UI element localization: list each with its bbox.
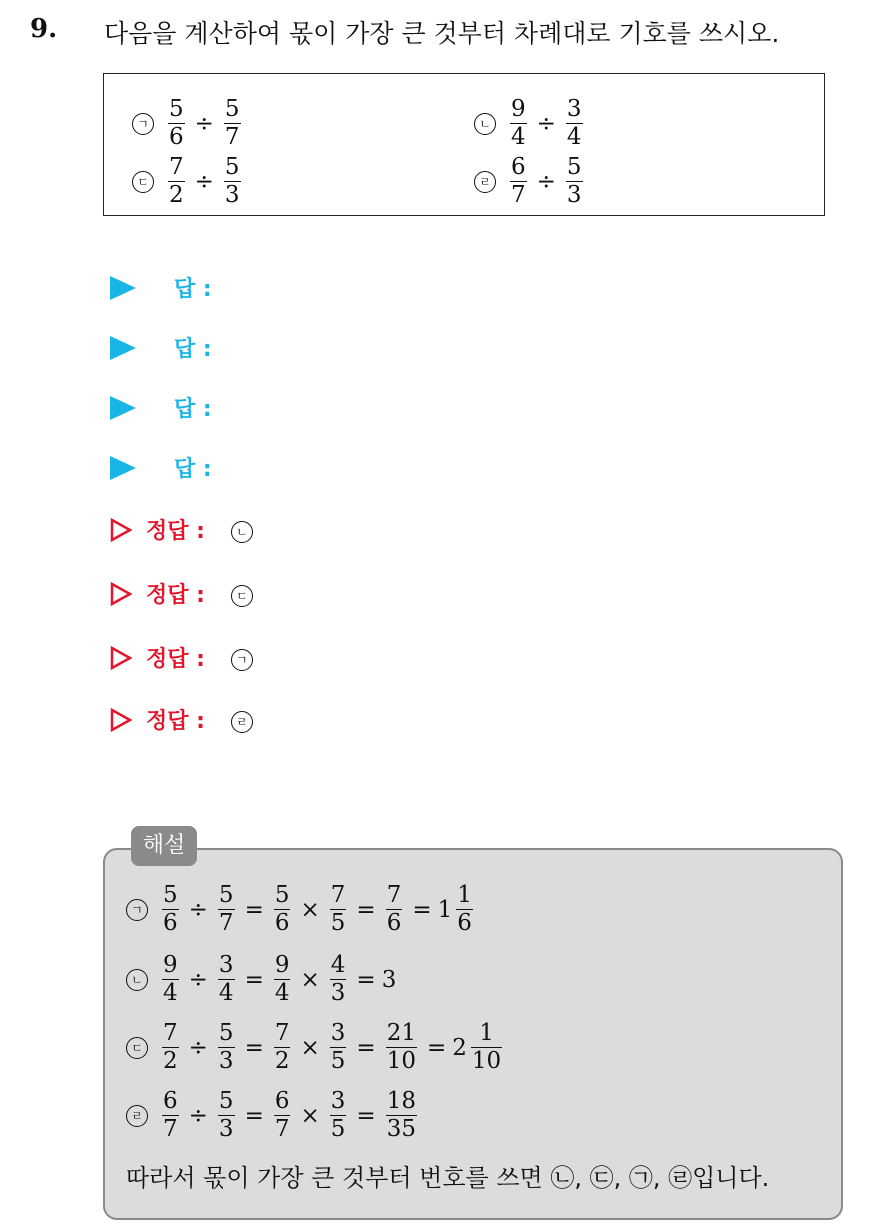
fraction: $\frac{7}{2}$ bbox=[169, 154, 184, 208]
question-text: 다음을 계산하여 몫이 가장 큰 것부터 차례대로 기호를 쓰시오. bbox=[104, 19, 780, 48]
fraction: $\frac{6}{7}$ bbox=[511, 154, 526, 208]
fraction: $\frac{5}{6}$ bbox=[169, 96, 184, 150]
divide-sign: ÷ bbox=[536, 110, 556, 137]
correct-symbol: ㄷ bbox=[231, 585, 253, 607]
explanation-line-b: ㄴ $\frac{9}{4}$ ÷ $\frac{3}{4}$ = $\frac{9}{4}$ × $\frac{4}{3}$ = 3 bbox=[126, 954, 396, 1005]
explanation-line-a: ㄱ $\frac{5}{6}$ ÷ $\frac{5}{7}$ = $\frac{5}{6}$ × $\frac{7}{5}$ = $\frac{7}{6}$ = 1 $\frac{1}{6}$ bbox=[126, 884, 477, 935]
play-icon bbox=[110, 456, 136, 480]
option-symbol: ㄹ bbox=[474, 171, 496, 193]
play-icon bbox=[110, 396, 136, 420]
answer-row[interactable] bbox=[110, 272, 212, 303]
correct-label: 정답 : bbox=[146, 709, 205, 734]
answer-label: 답 : bbox=[174, 457, 212, 482]
option-symbol: ㄱ bbox=[126, 899, 148, 921]
outline-triangle-icon bbox=[110, 646, 132, 670]
answer-label: 답 : bbox=[174, 277, 212, 302]
correct-label: 정답 : bbox=[146, 647, 205, 672]
correct-symbol: ㄴ bbox=[231, 521, 253, 543]
question-number: 9. bbox=[30, 14, 58, 44]
fraction: $\frac{3}{4}$ bbox=[566, 96, 582, 150]
fraction: $\frac{5}{3}$ bbox=[224, 154, 240, 208]
correct-label: 정답 : bbox=[146, 519, 205, 544]
option-symbol: ㄴ bbox=[474, 113, 496, 135]
explanation-line-d: ㄹ $\frac{6}{7}$ ÷ $\frac{5}{3}$ = $\frac{6}{7}$ × $\frac{3}{5}$ = $\frac{18}{35}$ bbox=[126, 1090, 421, 1141]
option-symbol: ㄱ bbox=[132, 113, 154, 135]
answer-row[interactable] bbox=[110, 392, 212, 423]
answer-label: 답 : bbox=[174, 337, 212, 362]
option-symbol: ㄷ bbox=[126, 1037, 148, 1059]
answer-row[interactable] bbox=[110, 332, 212, 363]
outline-triangle-icon bbox=[110, 582, 132, 606]
play-icon bbox=[110, 276, 136, 300]
option-d bbox=[474, 156, 587, 207]
fraction: $\frac{5}{3}$ bbox=[566, 154, 582, 208]
answer-row[interactable] bbox=[110, 452, 212, 483]
explanation-line-c: ㄷ $\frac{7}{2}$ ÷ $\frac{5}{3}$ = $\frac{7}{2}$ × $\frac{3}{5}$ = $\frac{21}{10}$ = 2 $\frac{1}{10}$ bbox=[126, 1022, 506, 1073]
option-symbol: ㄷ bbox=[132, 171, 154, 193]
explanation-conclusion: 따라서 몫이 가장 큰 것부터 번호를 쓰면 ㉡, ㉢, ㉠, ㉣입니다. bbox=[126, 1164, 770, 1192]
correct-answer-row bbox=[110, 578, 263, 609]
option-b bbox=[474, 98, 587, 149]
correct-answer-row bbox=[110, 514, 263, 545]
fraction: $\frac{9}{4}$ bbox=[511, 96, 526, 150]
correct-answer-row bbox=[110, 704, 263, 735]
fraction: $\frac{5}{7}$ bbox=[224, 96, 240, 150]
divide-sign: ÷ bbox=[194, 110, 214, 137]
option-a bbox=[132, 98, 245, 149]
divide-sign: ÷ bbox=[536, 168, 556, 195]
explanation-tag: 해설 bbox=[131, 826, 197, 866]
play-icon bbox=[110, 336, 136, 360]
options-box bbox=[103, 73, 825, 216]
divide-sign: ÷ bbox=[194, 168, 214, 195]
correct-symbol: ㄹ bbox=[231, 711, 253, 733]
outline-triangle-icon bbox=[110, 518, 132, 542]
answer-label: 답 : bbox=[174, 397, 212, 422]
correct-answer-row bbox=[110, 642, 263, 673]
correct-label: 정답 : bbox=[146, 583, 205, 608]
option-c bbox=[132, 156, 245, 207]
option-symbol: ㄹ bbox=[126, 1105, 148, 1127]
outline-triangle-icon bbox=[110, 708, 132, 732]
correct-symbol: ㄱ bbox=[231, 649, 253, 671]
option-symbol: ㄴ bbox=[126, 969, 148, 991]
